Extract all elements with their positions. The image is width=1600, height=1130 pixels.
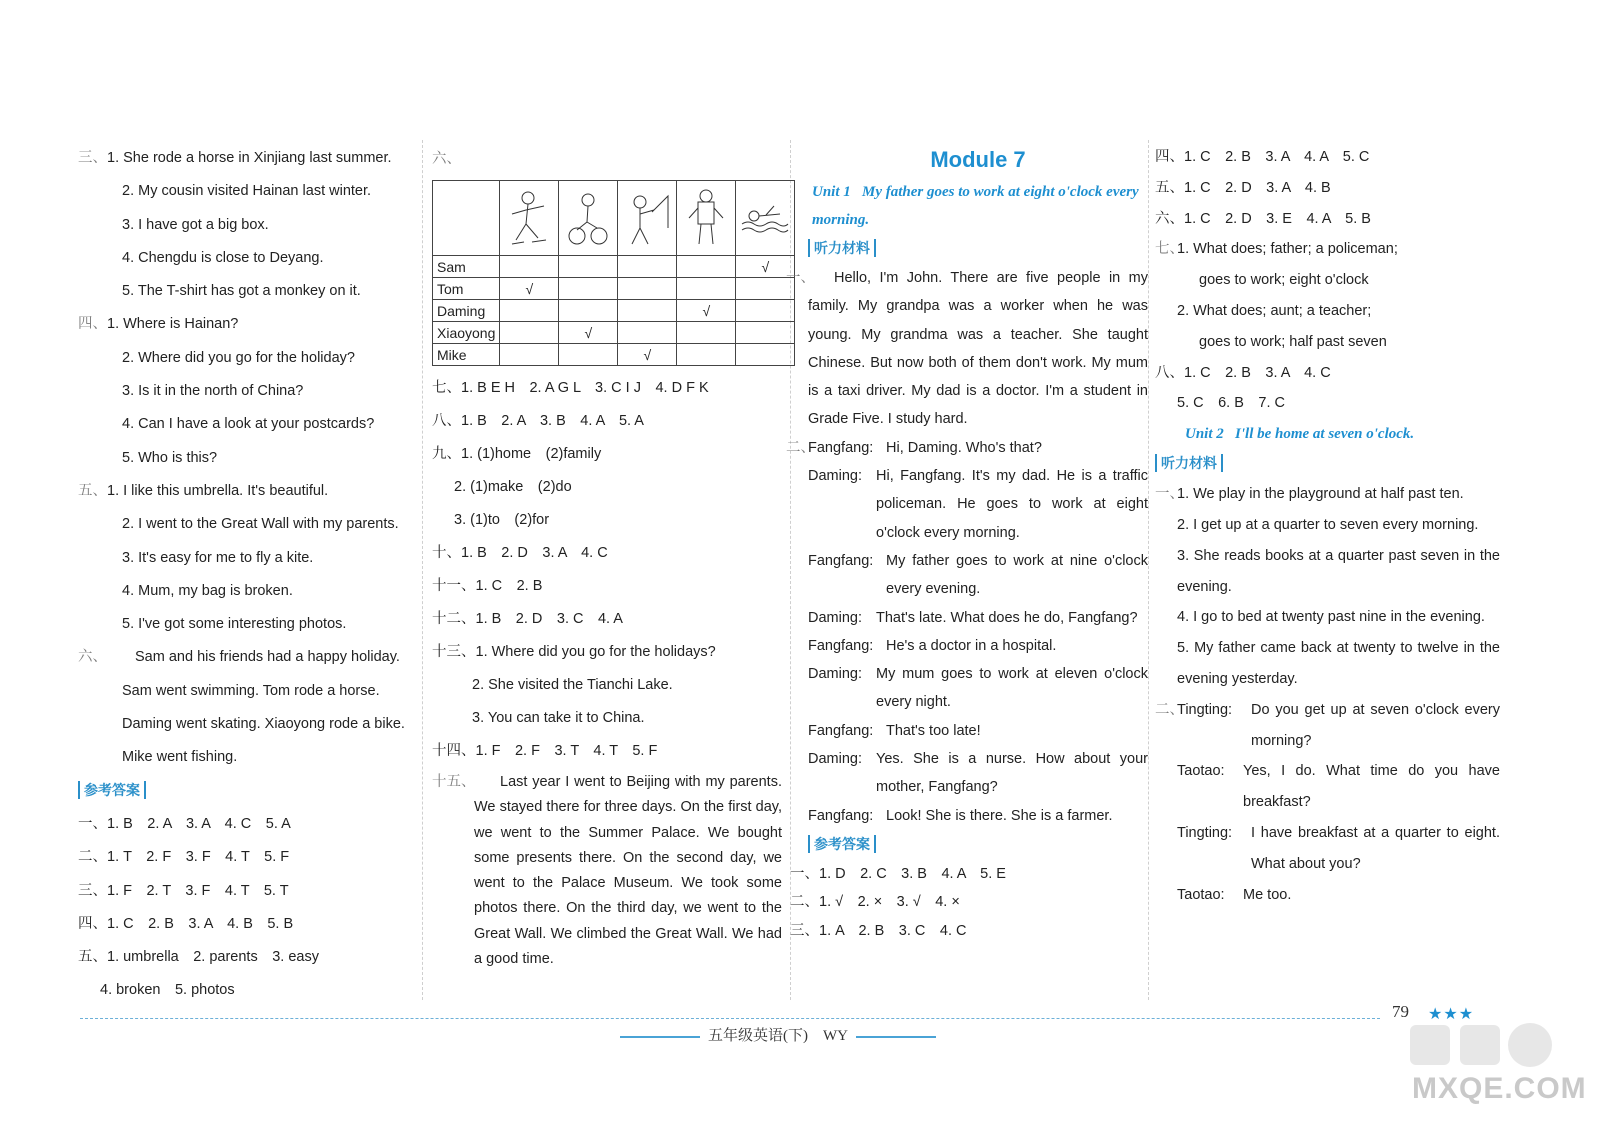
watermark-text-icon: MXQE.COM [1412,1072,1587,1105]
check-cell [500,300,559,322]
line-text: Daming went skating. Xiaoyong rode a bike. [122,716,405,733]
check-cell [618,322,677,344]
answer-line: 九、1. (1)home (2)family [432,446,602,462]
answer-line: 一、1. D 2. C 3. B 4. A 5. E [790,865,1006,882]
text-line [78,675,418,708]
dialog-text: Yes, I do. What time do you have breakfast? [1243,763,1500,811]
answer-line: 一、1. B 2. A 3. A 4. C 5. A [78,815,291,832]
text-line [78,442,418,475]
student-name: Xiaoyong [433,322,500,344]
dialog-line [1155,880,1500,911]
listening-item: 3. She reads books at a quarter past seven in the evening. [1177,547,1500,595]
dialog-line [808,632,1148,660]
dialog-line [1155,695,1500,757]
line-text: 3. It's easy for me to fly a kite. [122,549,314,566]
line-text: 3. Is it in the north of China? [122,383,304,400]
answer-line: goes to work; eight o'clock [1199,272,1369,289]
text-line [78,475,418,508]
answer-line: 1. What does; father; a policeman; [1177,241,1398,258]
cycling-picture-icon [563,188,613,248]
footer-rule [80,1018,1380,1019]
text-line [78,741,418,774]
speaker: Taotao: [1177,763,1225,780]
check-cell [677,256,736,278]
picture-cell [559,181,618,256]
answer-line: 四、1. C 2. B 3. A 4. A 5. C [1155,149,1370,165]
answer-line: 四、1. C 2. B 3. A 4. B 5. B [78,915,294,932]
check-cell: √ [618,344,677,366]
line-text: Mike went fishing. [122,749,238,766]
check-cell: √ [559,322,618,344]
answer-line: 五、1. umbrella 2. parents 3. easy [78,949,319,966]
text-line [78,508,418,541]
dialog-line [808,660,1148,717]
line-text: 1. She rode a horse in Xinjiang last summer. [107,150,392,166]
dialog-line [808,547,1148,604]
answer-line: 二、1. √ 2. × 3. √ 4. × [790,894,960,911]
line-text: 2. I went to the Great Wall with my parents. [122,516,399,533]
unit-label: Unit 1 [812,184,851,200]
check-cell: √ [736,256,795,278]
dialog-line [808,745,1148,802]
line-text: 5. Who is this? [122,449,218,466]
listening-material-title: 听力材料 [808,239,876,257]
skating-picture-icon [504,188,554,248]
speaker: Fangfang: [808,552,874,569]
answer-line: 十一、1. C 2. B [432,578,543,594]
answer-line: 2. (1)make (2)do [454,479,572,495]
check-cell [500,256,559,278]
answer-line: 五、1. C 2. D 3. A 4. B [1155,179,1331,196]
difficulty-stars: ★★★ [1428,1006,1475,1023]
student-name: Tom [433,278,500,300]
answer-line: 七、1. B E H 2. A G L 3. C I J 4. D F K [432,380,709,396]
listening-item: 2. I get up at a quarter to seven every morning. [1177,516,1479,533]
unit-title: I'll be home at seven o'clock. [1235,426,1415,443]
answer-line: goes to work; half past seven [1199,333,1387,350]
line-text: 2. Where did you go for the holiday? [122,349,355,366]
section-label: 一、 [1155,486,1184,503]
text-line [78,242,418,275]
text-line [78,608,418,641]
answer-line: 三、1. F 2. T 3. F 4. T 5. T [78,882,289,899]
answer-line: 二、1. T 2. F 3. F 4. T 5. F [78,849,290,866]
answer-line: 5. C 6. B 7. C [1177,395,1285,412]
table-row [433,278,795,300]
check-cell [618,278,677,300]
dialog-text: Look! She is there. She is a farmer. [886,807,1113,824]
check-cell [736,300,795,322]
picture-cell [618,181,677,256]
check-cell [677,344,736,366]
answer-key-title: 参考答案 [78,781,146,799]
listening-paragraph: Hello, I'm John. There are five people in my family. My grandpa was a worker when he was young. My grandma was a teacher. She taught Chinese. But now both of them don't work. My mum is a taxi driver. My dad is a doctor. I'm a student in Grade Five. I study hard. [808,270,1148,428]
listening-material-title: 听力材料 [1155,454,1223,472]
text-line [78,708,418,741]
item-marker: 六、 [78,649,107,666]
text-line [78,275,418,308]
answer-line: 六、1. C 2. D 3. E 4. A 5. B [1155,210,1371,227]
page-number: 79 [1392,1002,1409,1021]
check-cell [559,344,618,366]
footer-title-text: 五年级英语(下) WY [708,1028,848,1044]
text-line [78,342,418,375]
section-label: 七、 [1155,241,1184,258]
line-text: 4. Mum, my bag is broken. [122,582,293,599]
horse-riding-picture-icon [681,188,731,248]
dialog-line [808,717,1148,745]
dialog-text: He's a doctor in a hospital. [886,637,1057,654]
answer-line: 十、1. B 2. D 3. A 4. C [432,545,608,561]
dialog-text: My father goes to work at nine o'clock every evening. [886,552,1148,598]
module-title: Module 7 [930,147,1026,172]
passage-text: Last year I went to Beijing with my parents. We stayed there for three days. On the first day, we went to the Summer Palace. We bought some presents there. On the second day, we went to the Palace Museum. We took some photos there. On the third day, we went to the Great Wall. We climbed the Great Wall. We had a good time. [474,774,782,968]
student-name: Mike [433,344,500,366]
check-cell [500,344,559,366]
answer-line: 2. She visited the Tianchi Lake. [472,677,673,693]
check-cell [559,256,618,278]
activity-table [432,180,795,366]
check-cell [677,278,736,300]
check-cell [500,322,559,344]
speaker: Fangfang: [808,439,874,456]
item-marker: 三、 [78,150,107,166]
section-label: 二、 [1155,701,1184,718]
check-cell: √ [677,300,736,322]
dialog-text: I have breakfast at a quarter to eight. What about you? [1251,824,1500,872]
unit-heading [1155,419,1500,449]
unit-heading [808,178,1148,234]
picture-cell [677,181,736,256]
text-line [78,575,418,608]
column-4 [1155,142,1500,910]
speaker: Daming: [808,666,862,683]
dialog-text: Yes. She is a nurse. How about your mother, Fangfang? [876,751,1148,796]
check-cell [618,300,677,322]
answer-line: 4. broken 5. photos [100,982,235,999]
column-1 [78,142,418,1008]
column-divider [422,140,423,1000]
column-divider [1148,140,1149,1000]
footer-title [588,1024,968,1045]
check-cell [736,344,795,366]
speaker: Daming: [808,751,862,768]
speaker: Fangfang: [808,637,874,654]
picture-cell [736,181,795,256]
dialog-text: My mum goes to work at eleven o'clock every night. [876,666,1148,711]
dialog-text: That's late. What does he do, Fangfang? [876,609,1138,626]
text-line [78,375,418,408]
listening-item: 4. I go to bed at twenty past nine in the evening. [1177,609,1485,626]
dialog-text: Me too. [1243,886,1292,903]
dialog-line [808,802,1148,830]
student-name: Sam [433,256,500,278]
unit-title: My father goes to work at eight o'clock every morning. [812,184,1139,228]
swimming-picture-icon [740,188,790,248]
dialog-text: Hi, Fangfang. It's my dad. He is a traffic policeman. He goes to work at eight o'clock every morning. [876,468,1148,541]
line-text: Sam went swimming. Tom rode a horse. [122,682,380,699]
answer-line: 八、1. B 2. A 3. B 4. A 5. A [432,413,644,429]
answer-key-title: 参考答案 [808,835,876,853]
dialog-line [808,434,1148,462]
check-cell [677,322,736,344]
item-marker: 四、 [78,316,107,333]
speaker: Tingting: [1177,824,1233,841]
section-label: 二、 [786,439,815,456]
answer-line: 八、1. C 2. B 3. A 4. C [1155,364,1331,381]
listening-item: 1. We play in the playground at half past ten. [1177,486,1464,503]
answer-line: 十二、1. B 2. D 3. C 4. A [432,611,623,627]
dialog-line [808,462,1148,547]
check-cell [618,256,677,278]
line-text: 3. I have got a big box. [122,216,269,233]
section-label: 十五、 [432,774,476,790]
text-line [78,308,418,341]
student-name: Daming [433,300,500,322]
dialog-line [808,604,1148,632]
line-text: 1. I like this umbrella. It's beautiful. [107,482,329,499]
speaker: Fangfang: [808,807,874,824]
answer-line: 2. What does; aunt; a teacher; [1177,302,1372,319]
table-row [433,300,795,322]
dialog-line [1155,818,1500,880]
section-label: 六、 [432,151,461,167]
check-cell: √ [500,278,559,300]
line-text: 4. Can I have a look at your postcards? [122,416,375,433]
picture-cell [500,181,559,256]
table-row [433,322,795,344]
dialog-text: Hi, Daming. Who's that? [886,439,1042,456]
column-3 [786,142,1148,945]
text-line [78,542,418,575]
item-marker: 五、 [78,482,107,499]
line-text: 5. The T-shirt has got a monkey on it. [122,283,361,300]
column-2 [432,142,782,972]
speaker: Taotao: [1177,886,1225,903]
check-cell [559,278,618,300]
answer-line: 3. (1)to (2)for [454,512,550,528]
line-text: 4. Chengdu is close to Deyang. [122,249,324,266]
text-line [78,408,418,441]
answer-line: 十四、1. F 2. F 3. T 4. T 5. F [432,743,658,759]
dialog-line [1155,756,1500,818]
text-line [78,209,418,242]
line-text: 1. Where is Hainan? [107,316,239,333]
line-text: Sam and his friends had a happy holiday. [135,649,400,666]
section-label: 一、 [786,270,815,286]
speaker: Fangfang: [808,722,874,739]
answer-line: 十三、1. Where did you go for the holidays? [432,644,716,660]
line-text: 2. My cousin visited Hainan last winter. [122,183,372,200]
speaker: Tingting: [1177,701,1233,718]
listening-item: 5. My father came back at twenty to twelve in the evening yesterday. [1177,640,1500,687]
speaker: Daming: [808,468,862,485]
table-row [433,344,795,366]
dialog-text: That's too late! [886,722,981,739]
speaker: Daming: [808,609,862,626]
line-text: 5. I've got some interesting photos. [122,616,347,633]
text-line [78,641,418,674]
text-line [78,142,418,175]
text-line [78,175,418,208]
check-cell [736,322,795,344]
check-cell [559,300,618,322]
answer-line: 三、1. A 2. B 3. C 4. C [790,922,967,939]
answer-line: 3. You can take it to China. [472,710,645,726]
dialog-text: Do you get up at seven o'clock every morning? [1251,701,1500,749]
fishing-picture-icon [622,188,672,248]
unit-label: Unit 2 [1185,426,1224,443]
table-row [433,256,795,278]
